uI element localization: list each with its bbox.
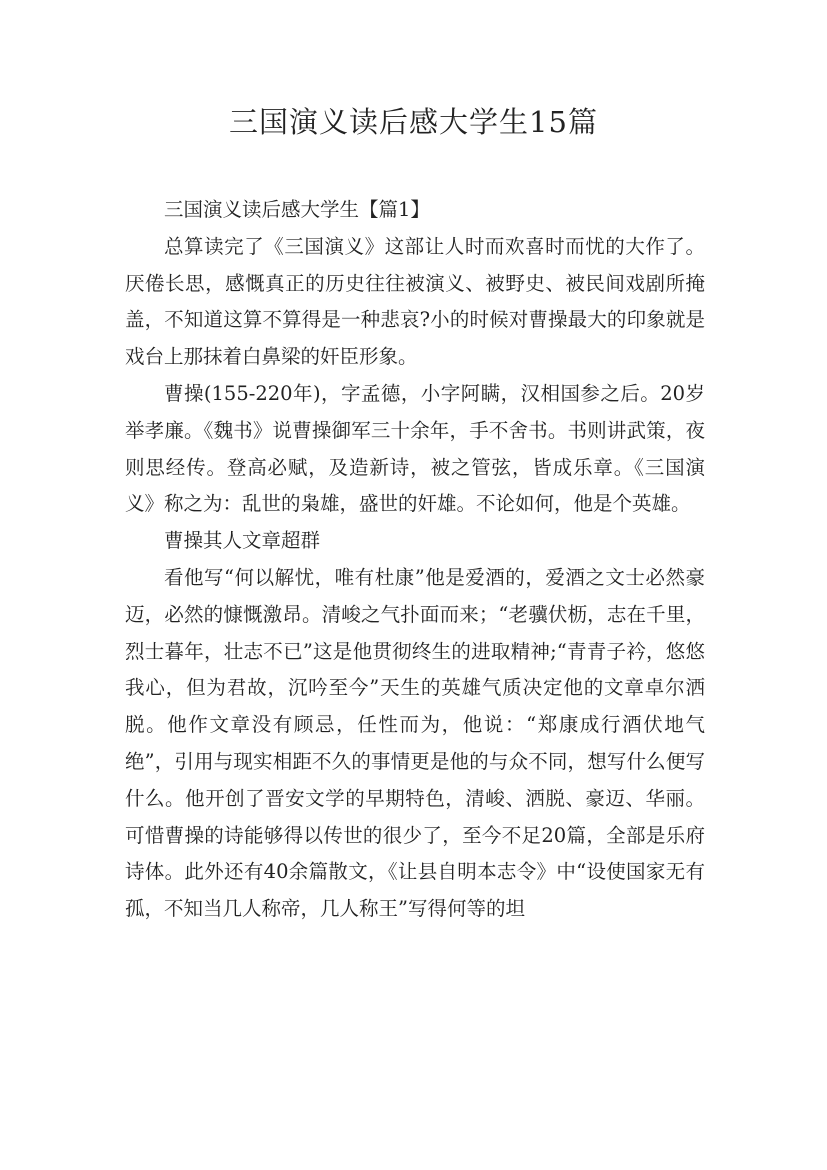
body-paragraph: 看他写“何以解忧，唯有杜康”他是爱酒的，爱酒之文士必然豪迈，必然的慷慨激昂。清峻之气扑面而来；“老骥伏枥，志在千里，烈士暮年，壮志不已”这是他贯彻终生的进取精神;“青青子衿，悠悠我心，但为君故，沉吟至今”天生的英雄气质决定他的文章卓尔洒脱。他作文章没有顾忌，任性而为，他说：“郑康成行酒伏地气绝”，引用与现实相距不久的事情更是他的与众不同，想写什么便写什么。他开创了晋安文学的早期特色，清峻、洒脱、豪迈、华丽。可惜曹操的诗能够得以传世的很少了，至今不足20篇，全部是乐府诗体。此外还有40余篇散文，《让县自明本志令》中“设使国家无有孤，不知当几人称帝，几人称王”写得何等的坦 [125,565,705,921]
section-heading: 三国演义读后感大学生【篇1】 [164,198,430,221]
document-body [125,192,705,928]
body-paragraph: 总算读完了《三国演义》这部让人时而欢喜时而忧的大作了。厌倦长思，感慨真正的历史往往被演义、被野史、被民间戏剧所掩盖，不知道这算不算得是一种悲哀?小的时候对曹操最大的印象就是戏台上那抹着白鼻梁的奸臣形象。 [125,234,705,369]
section-heading: 曹操其人文章超群 [164,529,321,553]
body-paragraph: 曹操(155-220年)，字孟德，小字阿瞒，汉相国参之后。20岁举孝廉。《魏书》说曹操御军三十余年，手不舍书。书则讲武策，夜则思经传。登高必赋，及造新诗，被之管弦，皆成乐章。《三国演义》称之为：乱世的枭雄，盛世的奸雄。不论如何，他是个英雄。 [125,381,705,516]
document-title: 三国演义读后感大学生15篇 [229,105,598,139]
